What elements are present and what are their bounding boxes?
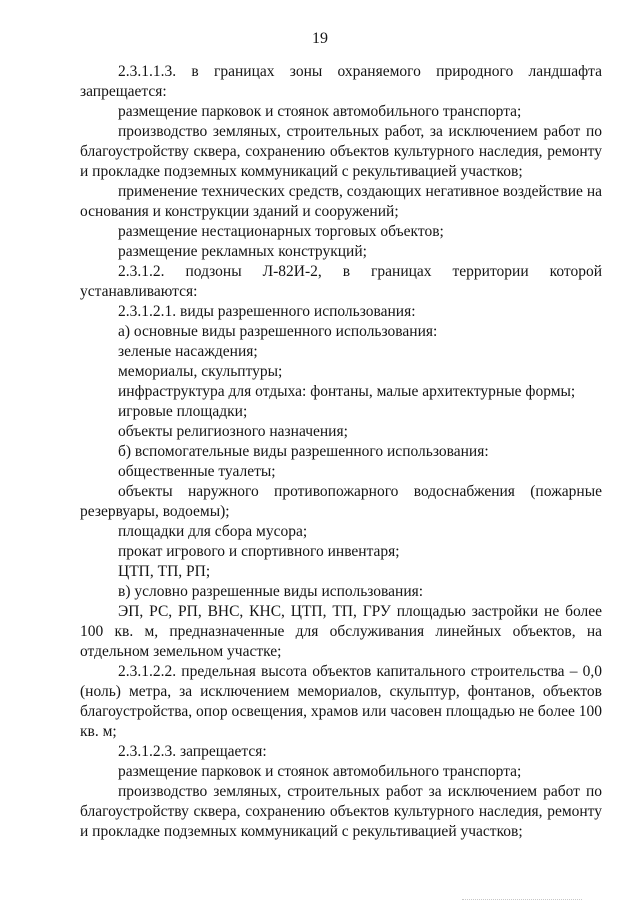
paragraph-p21: в) условно разрешенные виды использования: bbox=[118, 583, 424, 600]
paragraph-p20: ЦТП, ТП, РП; bbox=[118, 563, 211, 580]
paragraph-p05: размещение нестационарных торговых объектов; bbox=[118, 223, 444, 240]
paragraph-p14: объекты религиозного назначения; bbox=[118, 423, 348, 440]
paragraph-p15: б) вспомогательные виды разрешенного использования: bbox=[118, 443, 489, 460]
paragraph-p02: размещение парковок и стоянок автомобильного транспорта; bbox=[118, 103, 522, 120]
page-number: 19 bbox=[312, 30, 328, 47]
paragraph-p04: применение технических средств, создающих негативное воздействие на основания и конструкции зданий и сооружений; bbox=[80, 183, 602, 220]
paragraph-p18: площадки для сбора мусора; bbox=[118, 523, 308, 540]
paragraph-p09: а) основные виды разрешенного использования: bbox=[118, 323, 438, 340]
paragraph-p17: объекты наружного противопожарного водоснабжения (пожарные резервуары, водоемы); bbox=[80, 483, 602, 520]
paragraph-p13: игровые площадки; bbox=[118, 403, 248, 420]
paragraph-p06: размещение рекламных конструкций; bbox=[118, 243, 367, 260]
paragraph-p01: 2.3.1.1.3. в границах зоны охраняемого природного ландшафта запрещается: bbox=[80, 63, 602, 100]
paragraph-p23: 2.3.1.2.2. предельная высота объектов капитального строительства – 0,0 (ноль) метра, за исключением мемориалов, скульптур, фонтанов, объектов благоустройства, опор освещения, храмов или часовен площадью не более 100 кв. м; bbox=[80, 663, 602, 740]
paragraph-p07: 2.3.1.2. подзоны Л-82И-2, в границах территории которой устанавливаются: bbox=[80, 263, 602, 300]
paragraph-p25: размещение парковок и стоянок автомобильного транспорта; bbox=[118, 763, 522, 780]
paragraph-p11: мемориалы, скульптуры; bbox=[118, 363, 283, 380]
document-body bbox=[80, 62, 602, 842]
paragraph-p03: производство земляных, строительных работ, за исключением работ по благоустройству сквера, сохранению объектов культурного наследия, ремонту и прокладке подземных коммуникаций с рекультивацией участков; bbox=[80, 123, 602, 180]
paragraph-p19: прокат игрового и спортивного инвентаря; bbox=[118, 543, 400, 560]
paragraph-p12: инфраструктура для отдыха: фонтаны, малые архитектурные формы; bbox=[118, 383, 576, 400]
paragraph-p08: 2.3.1.2.1. виды разрешенного использования: bbox=[118, 303, 416, 320]
paragraph-p16: общественные туалеты; bbox=[118, 463, 276, 480]
scan-artifact-line bbox=[462, 899, 582, 901]
paragraph-p22: ЭП, РС, РП, ВНС, КНС, ЦТП, ТП, ГРУ площадью застройки не более 100 кв. м, предназначенные для обслуживания линейных объектов, на отдельном земельном участке; bbox=[80, 603, 602, 660]
paragraph-p24: 2.3.1.2.3. запрещается: bbox=[118, 743, 267, 760]
paragraph-p10: зеленые насаждения; bbox=[118, 343, 258, 360]
paragraph-p26: производство земляных, строительных работ за исключением работ по благоустройству сквера, сохранению объектов культурного наследия, ремонту и прокладке подземных коммуникаций с рекультивацией участков; bbox=[80, 783, 602, 840]
